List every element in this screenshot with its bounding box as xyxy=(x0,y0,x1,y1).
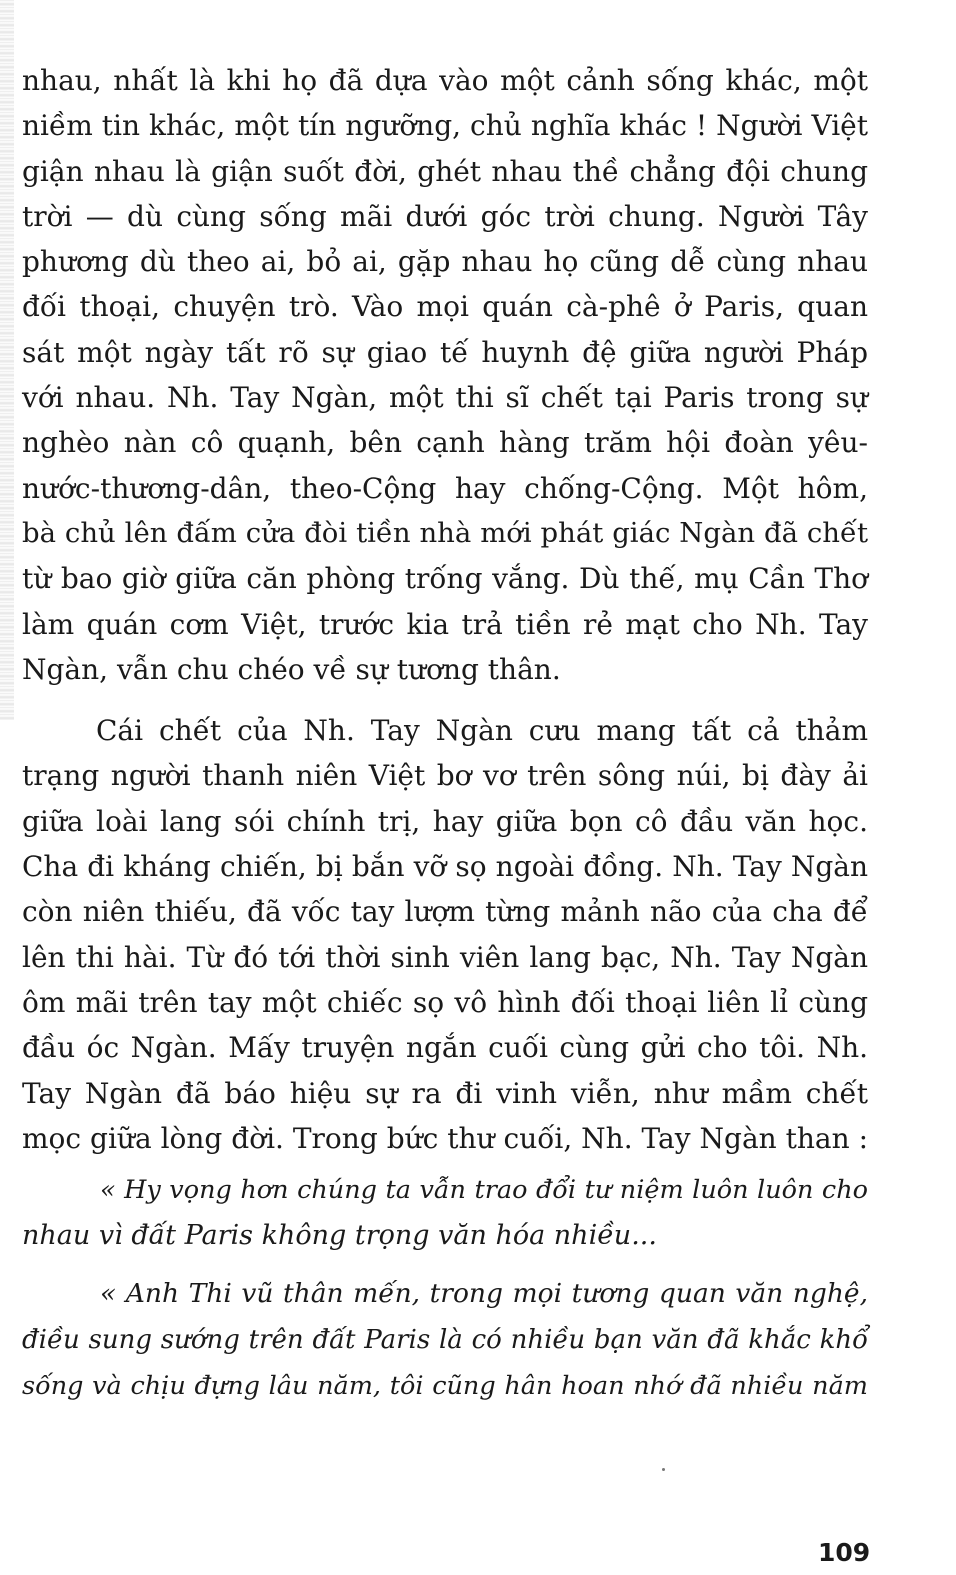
paragraph-1 xyxy=(22,58,868,692)
quote-1 xyxy=(22,1167,868,1259)
text-line: giận nhau là giận suốt đời, ghét nhau thề chẳng đội chung xyxy=(22,154,868,188)
text-line: Ngàn, vẫn chu chéo về sự tương thân. xyxy=(22,652,561,686)
book-page xyxy=(22,58,868,1409)
text-line: còn niên thiếu, đã vốc tay lượm từng mảnh não của cha để xyxy=(22,895,868,929)
text-line: trạng người thanh niên Việt bơ vơ trên sông núi, bị đày ải xyxy=(22,759,868,793)
text-line: đầu óc Ngàn. Mấy truyện ngắn cuối cùng gửi cho tôi. Nh. xyxy=(22,1031,868,1065)
text-line: nhau, nhất là khi họ đã dựa vào một cảnh sống khác, một xyxy=(22,64,868,97)
quote-line: điều sung sướng trên đất Paris là có nhiều bạn văn đã khắc khổ xyxy=(22,1325,868,1356)
quote-line: sống và chịu đựng lâu năm, tôi cũng hân hoan nhớ đã nhiều năm xyxy=(22,1371,868,1402)
text-line: sát một ngày tất rõ sự giao tế huynh đệ giữa người Pháp xyxy=(22,335,868,369)
text-line: làm quán cơm Việt, trước kia trả tiền rẻ mạt cho Nh. Tay xyxy=(22,607,868,641)
text-line: bà chủ lên đấm cửa đòi tiền nhà mới phát giác Ngàn đã chết xyxy=(22,516,868,549)
scan-edge-artifact xyxy=(0,0,14,720)
quote-line-indented: « Anh Thi vũ thân mến, trong mọi tương quan văn nghệ, xyxy=(100,1278,868,1310)
scan-speck xyxy=(662,1468,665,1471)
quote-line-indented: « Hy vọng hơn chúng ta vẫn trao đổi tư niệm luôn luôn cho xyxy=(100,1175,868,1206)
text-line: ôm mãi trên tay một chiếc sọ vô hình đối thoại liên lỉ cùng xyxy=(22,985,868,1019)
text-line: với nhau. Nh. Tay Ngàn, một thi sĩ chết tại Paris trong sự xyxy=(22,381,868,415)
quote-2 xyxy=(22,1271,868,1409)
text-line: lên thi hài. Từ đó tới thời sinh viên lang bạc, Nh. Tay Ngàn xyxy=(22,940,868,974)
text-line: từ bao giờ giữa căn phòng trống vắng. Dù thế, mụ Cần Thơ xyxy=(22,562,868,596)
text-line: Cha đi kháng chiến, bị bắn vỡ sọ ngoài đồng. Nh. Tay Ngàn xyxy=(22,850,868,884)
text-line: niềm tin khác, một tín ngưỡng, chủ nghĩa khác ! Người Việt xyxy=(22,109,868,143)
text-line: phương dù theo ai, bỏ ai, gặp nhau họ cũng dễ cùng nhau xyxy=(22,245,868,279)
quote-line: nhau vì đất Paris không trọng văn hóa nhiều... xyxy=(22,1220,657,1252)
paragraph-2 xyxy=(22,708,868,1161)
text-line: nước-thương-dân, theo-Cộng hay chống-Cộng. Một hôm, xyxy=(22,471,868,505)
text-line: mọc giữa lòng đời. Trong bức thư cuối, Nh. Tay Ngàn than : xyxy=(22,1121,868,1155)
text-line: giữa loài lang sói chính trị, hay giữa bọn cô đầu văn học. xyxy=(22,804,868,838)
text-line: nghèo nàn cô quạnh, bên cạnh hàng trăm hội đoàn yêu- xyxy=(22,426,868,460)
paragraph-spacer xyxy=(22,692,868,708)
text-line: đối thoại, chuyện trò. Vào mọi quán cà-phê ở Paris, quan xyxy=(22,290,868,324)
text-line: Tay Ngàn đã báo hiệu sự ra đi vinh viễn, như mầm chết xyxy=(22,1076,868,1110)
text-line: trời — dù cùng sống mãi dưới góc trời chung. Người Tây xyxy=(22,199,868,233)
quote-spacer xyxy=(22,1259,868,1271)
text-line-indented: Cái chết của Nh. Tay Ngàn cưu mang tất cả thảm xyxy=(96,714,868,748)
page-number: 109 xyxy=(818,1538,871,1567)
